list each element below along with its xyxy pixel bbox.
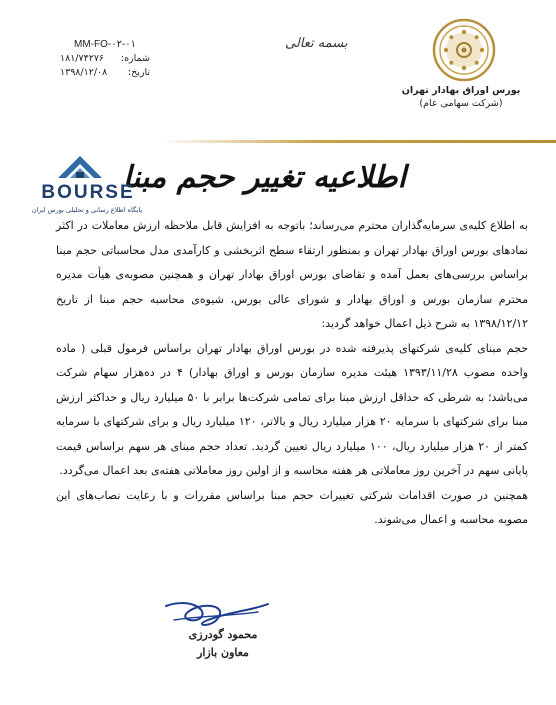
date-label: تاریخ: [127,67,150,78]
body-paragraph: به اطلاع کلیه‌ی سرمایه‌گذاران محترم می‌رساند؛ باتوجه به افزایش قابل ملاحظه ارزش معاملات در اکثر نمادهای بورس اوراق بهادار تهران و بمنظور ارتقاء سطح اثربخشی و کارآمدی مدل محاسباتی حجم مبنا براساس بررسی‌های بعمل آمده و تقاضای بورس اوراق بهادار تهران و همچنین مصوبه‌ی هیأت مدیره محترم سازمان بورس و اوراق بهادار و شورای عالی بورس، شیوه‌ی محاسبه حجم مبنا از تاریخ ۱۳۹۸/۱۲/۱۲ به شرح ذیل اعمال خواهد گردید: [56,219,528,330]
body-paragraph: همچنین در صورت اقدامات شرکتی تغییرات حجم مبنا براساس مقررات و با رعایت نصاب‌های این مصوبه محاسبه و اعمال می‌شوند. [56,488,528,526]
organization-name [396,84,526,110]
number-value: ۱۸۱/۷۴۲۷۶ [60,53,105,64]
bourse-logo [18,148,158,214]
document-meta [60,38,150,80]
number-label: شماره: [120,53,150,64]
logo-mark-icon [58,156,102,178]
signatory-name: محمود گودرزی [188,628,258,641]
number-row [60,52,150,66]
date-value: ۱۳۹۸/۱۲/۰۸ [60,67,108,78]
signatory [178,626,268,662]
logo-tagline: پایگاه اطلاع رسانی و تحلیلی بورس ایران [31,206,143,214]
signatory-role: معاون بازار [197,646,249,659]
date-row [60,66,150,80]
organization-name-line1: بورس اوراق بهادار تهران [401,85,521,96]
announcement-body [56,214,528,533]
gold-divider [160,140,556,143]
exchange-seal-icon [432,18,496,82]
body-paragraph: حجم مبنای کلیه‌ی شرکتهای پذیرفته شده در بورس اوراق بهادار تهران براساس فرمول قبلی ( ماده واحده مصوب ۱۳۹۳/۱۱/۲۸ هیئت مدیره سازمان بورس و اوراق بهادار) ۴ در ده‌هزار سهام شرکت می‌باشد؛ به شرطی که حداقل ارزش مبنا برای تمامی شرکت‌ها برابر با ۵۰ میلیارد ریال و حداکثر ارزش مبنا برای شرکتهای با سرمایه ۲۰ هزار میلیارد ریال و بالاتر، ۱۲۰ میلیارد ریال و برای شرکتهای با سرمایه کمتر از ۲۰ هزار میلیارد ریال، ۱۰۰ میلیارد ریال تعیین گردید. تعداد حجم مبنای هر سهم براساس قیمت پایانی سهم در آخرین روز معاملاتی هر هفته محاسبه و از اولین روز معاملاتی هفته‌ی بعد اعمال می‌گردد. [56,341,529,477]
logo-wordmark: BOURSE [41,182,135,203]
form-code: MM-FO-۰۲-۰۱ [73,39,137,50]
basmala: بسمه تعالی [285,36,348,51]
announcement-title: اطلاعیه تغییر حجم مبنا [122,160,406,195]
organization-name-line2: (شرکت سهامی عام) [419,98,503,109]
